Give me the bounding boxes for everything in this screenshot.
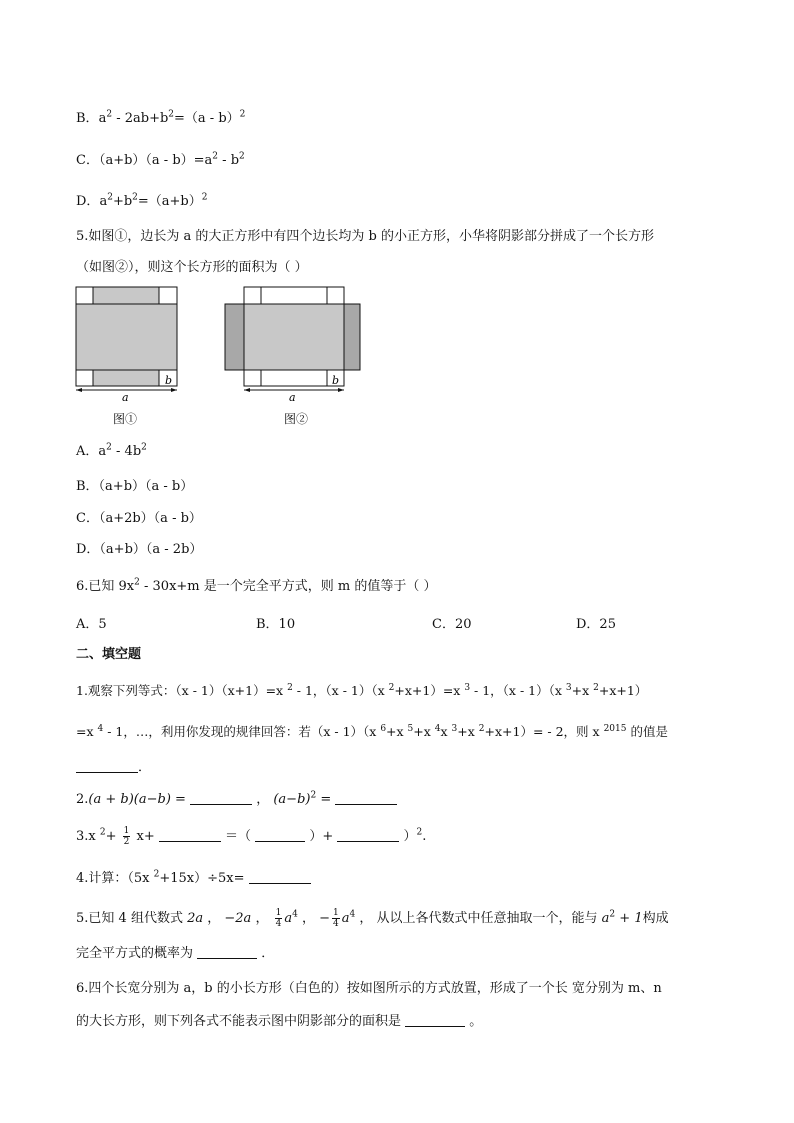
fig2-shaded-middle [244,304,344,370]
q6-stem: 6.已知 $9x^2 - 30x+m$ 是一个完全平方式，则 m 的值等于（ ） [76,577,437,594]
fig1-caption: 图① [113,412,138,426]
fill1-line2: =x $^4$ - 1，…，利用你发现的规律回答：若（x - 1）（x $^6$+x $^5$+x $^4$x $^3$+x $^2$+x+1）= - 2，则 x $^{2015}$ 的值是 [76,723,668,739]
fill3-blank-2[interactable] [255,827,305,842]
q4-option-b: B．$a^2 - 2ab+b^2=(a - b)^2$ [76,109,246,126]
fig2-label-a: a [289,391,296,404]
fill2-blank-2[interactable] [335,790,397,805]
q5-stem-line1: 5.如图①，边长为 a 的大正方形中有四个边长均为 b 的小正方形，小华将阴影部分拼成了一个长方形 [76,229,655,244]
fig1-label-a: a [122,391,129,404]
figure-2 [220,284,365,406]
q5-option-b: B．（a+b）（a - b） [76,479,194,494]
section-title: 二、填空题 [76,647,142,662]
fill6-blank[interactable] [405,1012,465,1027]
q6-option-d: D．25 [576,617,616,632]
q4-option-c: C．$(a+b)(a - b)=a^2 - b^2$ [76,151,245,168]
q5-stem-line2: （如图②），则这个长方形的面积为（ ） [76,260,308,275]
fig2-label-b: b [332,374,340,387]
fig1-label-b: b [165,374,173,387]
q5-option-a: A．$a^2 - 4b^2$ [76,442,147,459]
fill2: 2.(a + b)(a−b) = ， $(a-b)^2$ = [76,790,397,809]
fill2-blank-1[interactable] [190,790,252,805]
q6-option-b: B．10 [256,617,296,632]
q4-option-d: D．$a^2+b^2=(a+b)^2$ [76,192,208,209]
figure-1 [70,284,190,406]
fill3-blank-3[interactable] [337,827,399,842]
fill5-line2: 完全平方式的概率为 ． [76,946,275,961]
fill5-fraction-2: $\frac{1}{4}$ [333,908,339,929]
fig1-shaded-bottom [93,370,159,386]
fill4-blank[interactable] [249,869,311,884]
fill5-line1: 5.已知 4 组代数式 2a ， −2a ， $\frac{1}{4}$ $a^4$ ， − $\frac{1}{4}$ $a^4$ ， 从以上各代数式中任意抽取一个，能与 $a^2 + 1$构成 [76,908,669,929]
fill1-line3: ． [76,758,151,777]
fill3-blank-1[interactable] [159,827,221,842]
q6-option-a: A．5 [76,617,107,632]
fill4: 4.计算：（5x $^2$+15x）÷5x= [76,869,311,888]
q5-option-d: D．（a+b）（a - 2b） [76,542,203,557]
fig2-shaded-right [344,304,360,370]
fill6-line2: 的大长方形，则下列各式不能表示图中阴影部分的面积是 。 [76,1014,483,1029]
q6-option-c: C．20 [432,617,472,632]
fill3: 3.x $^2$+ $\frac{1}{2}$ x+ ＝（ ）+ ）$^2$. [76,826,427,847]
fig1-shaded-top [93,287,159,304]
fig2-shaded-left [225,304,244,370]
fill3-fraction: $\frac{1}{2}$ [123,826,130,847]
fig2-caption: 图② [284,412,309,426]
fill5-blank[interactable] [197,944,257,959]
fill6-line1: 6.四个长宽分别为 a，b 的小长方形（白色的）按如图所示的方式放置，形成了一个长 宽分别为 m、n [76,981,662,996]
q5-option-c: C．（a+2b）（a - b） [76,511,202,526]
fill5-fraction-1: $\frac{1}{4}$ [275,908,282,929]
fill1-line1: 1.观察下列等式：（x - 1）（x+1）=x $^2$ - 1，（x - 1）（x $^2$+x+1）=x $^3$ - 1，（x - 1）（x $^3$+x $^2$+x+1） [76,682,648,698]
fig1-shaded-middle [76,304,177,370]
fill1-answer-blank[interactable] [76,758,138,773]
